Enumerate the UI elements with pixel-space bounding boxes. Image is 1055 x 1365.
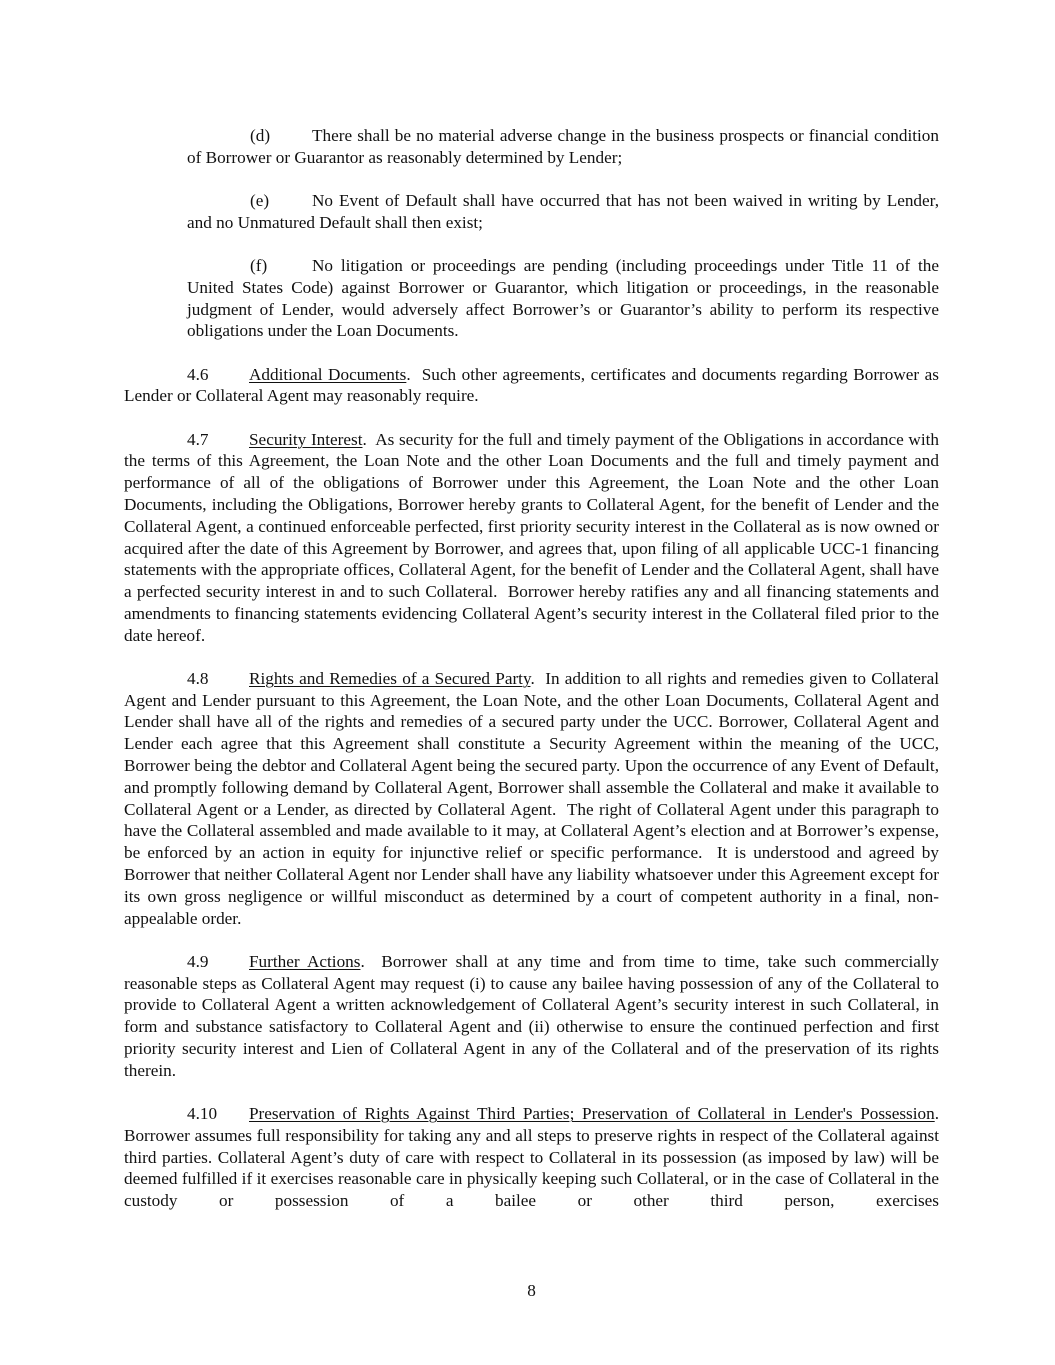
section-number: 4.6 [187,364,209,384]
sub-item-d [187,125,939,169]
section-number: 4.9 [187,951,209,971]
section-heading: Security Interest [249,429,363,449]
sub-item-label: (e) [250,190,270,210]
section-body: Such other agreements, certificates and documents regarding Borrower as Lender or Collateral Agent may reasonably require. [124,364,944,406]
section-body: As security for the full and timely payment of the Obligations in accordance with the terms of this Agreement, the Loan Note and the other Loan Documents and the full and timely payment and performance of all of the obligations of Borrower under this Agreement, the Loan Note and the other Loan Documents, including the Obligations, Borrower hereby grants to Collateral Agent, for the benefit of Lender and the Collateral Agent, a continued enforceable perfected, first priority security interest in the Collateral as is now owned or acquired after the date of this Agreement by Borrower, and agrees that, upon filing of all applicable UCC-1 financing statements with the appropriate offices, Collateral Agent, for the benefit of Lender and the Collateral Agent, shall have a perfected security interest in and to such Collateral. Borrower hereby ratifies any and all financing statements and amendments to financing statements evidencing Collateral Agent’s security interest in the Collateral filed prior to the date hereof. [124,429,944,645]
section-heading: Preservation of Rights Against Third Parties; Preservation of Collateral in Lender's Possession [249,1104,935,1124]
section-number: 4.10 [187,1104,218,1124]
section-4-6: 4.6 Additional Documents. Such other agreements, certificates and documents regarding Borrower as Lender or Collateral Agent may reasonably require. [124,364,944,406]
section-body: Borrower assumes full responsibility for taking any and all steps to preserve rights in respect of the Collateral against third parties. Collateral Agent’s duty of care with respect to Collateral in its possession (as imposed by law) will be deemed fulfilled if it exercises reasonable care in physically keeping such Collateral, or in the case of Collateral in the custody or possession of a bailee or other third person, exercises [124,1104,948,1211]
page-number: 8 [527,1281,536,1300]
section-4-7: 4.7 Security Interest. As security for the full and timely payment of the Obligations in accordance with the terms of this Agreement, the Loan Note and the other Loan Documents and the full and timely payment and performance of all of the obligations of Borrower under this Agreement, the Loan Note and the other Loan Documents, including the Obligations, Borrower hereby grants to Collateral Agent, for the benefit of Lender and the Collateral Agent, a continued enforceable perfected, first priority security interest in the Collateral as is now owned or acquired after the date of this Agreement by Borrower, and agrees that, upon filing of all applicable UCC-1 financing statements with the appropriate offices, Collateral Agent, for the benefit of Lender and the Collateral Agent, shall have a perfected security interest in and to such Collateral. Borrower hereby ratifies any and all financing statements and amendments to financing statements evidencing Collateral Agent’s security interest in the Collateral filed prior to the date hereof. [124,429,944,645]
sub-item-f [187,255,939,342]
section-number: 4.7 [187,429,209,449]
sub-item-text: No Event of Default shall have occurred that has not been waived in writing by Lender, and no Unmatured Default shall then exist; [187,190,939,232]
section-body: In addition to all rights and remedies given to Collateral Agent and Lender pursuant to this Agreement, the Loan Note, and the other Loan Documents, Collateral Agent and Lender shall have all of the rights and remedies of a secured party under the UCC. Borrower, Collateral Agent and Lender each agree that this Agreement shall constitute a Security Agreement within the meaning of the UCC, Borrower being the debtor and Collateral Agent being the secured party. Upon the occurrence of any Event of Default, and promptly following demand by Collateral Agent, Borrower shall assemble the Collateral and make it available to Collateral Agent or a Lender, as directed by Collateral Agent. The right of Collateral Agent under this paragraph to have the Collateral assembled and made available to it may, at Collateral Agent’s election and at Borrower’s expense, be enforced by an action in equity for injunctive relief or specific performance. It is understood and agreed by Borrower that neither Collateral Agent nor Lender shall have any liability whatsoever under this Agreement except for its own gross negligence or willful misconduct as determined by a court of competent authority in a final, non-appealable order. [124,668,944,928]
section-4-9: 4.9 Further Actions. Borrower shall at any time and from time to time, take such commercially reasonable steps as Collateral Agent may request (i) to cause any bailee having possession of any of the Collateral to provide to Collateral Agent a written acknowledgement of Collateral Agent’s security interest in such Collateral, in form and substance satisfactory to Collateral Agent and (ii) otherwise to ensure the continued perfection and first priority security interest and Lien of Collateral Agent in any of the Collateral and of the preservation of its rights therein. [124,951,944,1080]
section-number: 4.8 [187,668,209,688]
sub-item-e [187,190,939,234]
section-body: Borrower shall at any time and from time to time, take such commercially reasonable steps as Collateral Agent may request (i) to cause any bailee having possession of any of the Collateral to provide to Collateral Agent a written acknowledgement of Collateral Agent’s security interest in such Collateral, in form and substance satisfactory to Collateral Agent and (ii) otherwise to ensure the continued perfection and first priority security interest and Lien of Collateral Agent in any of the Collateral and of the preservation of its rights therein. [124,951,944,1080]
sub-item-label: (f) [250,255,268,275]
section-heading: Rights and Remedies of a Secured Party [249,668,531,688]
document-page [124,125,948,1233]
section-4-8: 4.8 Rights and Remedies of a Secured Party. In addition to all rights and remedies given to Collateral Agent and Lender pursuant to this Agreement, the Loan Note, and the other Loan Documents, Collateral Agent and Lender shall have all of the rights and remedies of a secured party under the UCC. Borrower, Collateral Agent and Lender each agree that this Agreement shall constitute a Security Agreement within the meaning of the UCC, Borrower being the debtor and Collateral Agent being the secured party. Upon the occurrence of any Event of Default, and promptly following demand by Collateral Agent, Borrower shall assemble the Collateral and make it available to Collateral Agent or a Lender, as directed by Collateral Agent. The right of Collateral Agent under this paragraph to have the Collateral assembled and made available to it may, at Collateral Agent’s election and at Borrower’s expense, be enforced by an action in equity for injunctive relief or specific performance. It is understood and agreed by Borrower that neither Collateral Agent nor Lender shall have any liability whatsoever under this Agreement except for its own gross negligence or willful misconduct as determined by a court of competent authority in a final, non-appealable order. [124,668,944,928]
sub-item-text: There shall be no material adverse change in the business prospects or financial condition of Borrower or Guarantor as reasonably determined by Lender; [187,126,939,167]
sub-item-text: No litigation or proceedings are pending (including proceedings under Title 11 of the United States Code) against Borrower or Guarantor, which litigation or proceedings, in the reasonable judgment of Lender, would adversely affect Borrower’s or Guarantor’s ability to perform its respective obligations under the Loan Documents. [187,255,939,341]
sub-item-label: (d) [250,126,271,145]
section-4-10: 4.10 Preservation of Rights Against Third Parties; Preservation of Collateral in Lender's Possession. Borrower assumes full responsibility for taking any and all steps to preserve rights in respect of the Collateral against third parties. Collateral Agent’s duty of care with respect to Collateral in its possession (as imposed by law) will be deemed fulfilled if it exercises reasonable care in physically keeping such Collateral, or in the case of Collateral in the custody or possession of a bailee or other third person, exercises [124,1104,948,1211]
section-heading: Additional Documents [249,364,407,384]
section-heading: Further Actions [249,951,361,971]
